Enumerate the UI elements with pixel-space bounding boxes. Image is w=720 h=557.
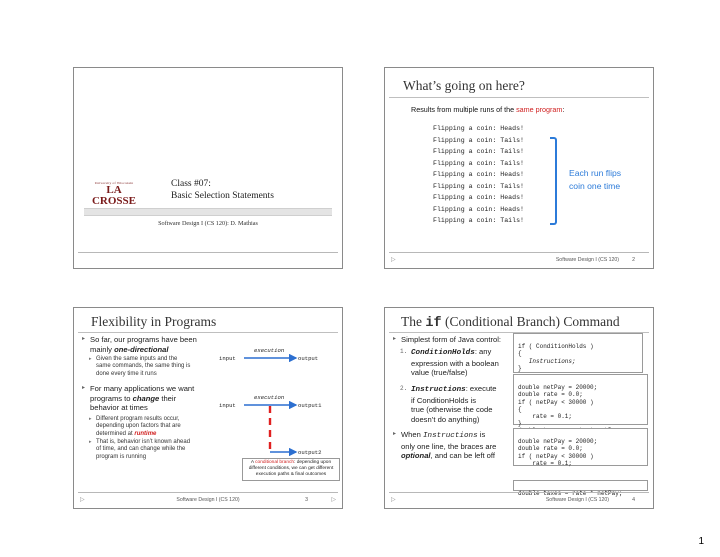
diag-exec-label-2: execution bbox=[254, 394, 285, 401]
if-example-code-final: double taxes = rate * netPay; bbox=[513, 480, 648, 491]
bullet-icon: ▸ bbox=[393, 431, 397, 437]
slide-1[interactable] bbox=[73, 67, 343, 269]
note-line-2: coin one time bbox=[569, 180, 621, 191]
item-condition-holds: 1. ConditionHolds: any expression with a boolean value (true/false) bbox=[400, 347, 499, 378]
bracket-icon bbox=[550, 137, 557, 225]
bullet-icon: ▸ bbox=[393, 336, 397, 342]
bullet-icon: ▸ bbox=[82, 385, 86, 391]
subbullet-icon: ▸ bbox=[89, 416, 92, 422]
run-output-line: Flipping a coin: Heads! bbox=[433, 125, 525, 132]
subbullet-icon: ▸ bbox=[89, 356, 92, 362]
intro-prefix: Results from multiple runs of the bbox=[411, 105, 517, 114]
slide-number: 4 bbox=[632, 497, 635, 503]
uwl-logo bbox=[88, 181, 140, 211]
if-example-code-braces: double netPay = 20000; double rate = 0.0; if ( netPay < 30000 ) { rate = 0.1; } bbox=[513, 374, 648, 425]
run-output-list bbox=[433, 123, 524, 227]
footer-right-arrow-icon: ▷ bbox=[331, 497, 336, 503]
page-number: 1 bbox=[698, 536, 704, 547]
diag-output1-label: output1 bbox=[298, 402, 322, 409]
logo-line-2: LA CROSSE bbox=[91, 184, 137, 207]
diag-input-label-2: input bbox=[219, 402, 236, 409]
footer-text: Software Design I (CS 120) bbox=[545, 497, 609, 503]
diag-output-label-1: output bbox=[298, 355, 319, 362]
run-output-line: Flipping a coin: Tails! bbox=[433, 182, 525, 190]
slide-number: 3 bbox=[305, 497, 308, 503]
title-rule bbox=[389, 97, 649, 98]
intro-text bbox=[411, 105, 564, 114]
bullet-change-behavior: ▸ For many applications we want programs to change their behavior at times bbox=[82, 384, 195, 413]
intro-highlight: same program bbox=[516, 105, 563, 114]
diag-input-label-1: input bbox=[219, 355, 236, 362]
diag-output2-label: output2 bbox=[298, 449, 322, 456]
run-output-line: Flipping a coin: Tails! bbox=[433, 217, 525, 225]
footer-left-arrow-icon: ▷ bbox=[80, 497, 85, 503]
note-line-1: Each run flips bbox=[569, 168, 622, 178]
bracket-note bbox=[569, 167, 621, 192]
subbullet-same-inputs: ▸ Given the same inputs and the same commands, the same thing is done every time it runs bbox=[89, 356, 191, 377]
intro-suffix: : bbox=[562, 105, 565, 114]
run-output-line: Flipping a coin: Heads! bbox=[433, 205, 525, 213]
item-instructions: 2. Instructions: execute if ConditionHolds is true (otherwise the code doesn’t do anything) bbox=[400, 384, 497, 424]
run-output-line: Flipping a coin: Heads! bbox=[433, 171, 525, 179]
slide-1-footer bbox=[74, 252, 342, 268]
if-example-code-no-braces: double netPay = 20000; double rate = 0.0; if ( netPay < 30000 ) rate = 0.1; bbox=[513, 428, 648, 466]
bullet-simplest-form: ▸ Simplest form of Java control: bbox=[393, 335, 502, 344]
title-divider bbox=[84, 208, 332, 216]
run-output-line: Flipping a coin: Tails! bbox=[433, 148, 525, 156]
slide-4[interactable] bbox=[384, 307, 654, 509]
slide-4-footer bbox=[385, 492, 653, 508]
if-syntax-code: if ( ConditionHolds ) { Instructions; } bbox=[513, 333, 643, 373]
footer-text: Software Design I (CS 120) bbox=[555, 257, 619, 263]
subbullet-icon: ▸ bbox=[89, 439, 92, 445]
logo-line-1: University of Wisconsin bbox=[94, 181, 134, 185]
course-subtitle: Software Design I (CS 120): D. Mathias bbox=[158, 220, 258, 227]
slide-title: What’s going on here? bbox=[403, 78, 525, 93]
slide-title: The if (Conditional Branch) Command bbox=[401, 314, 620, 331]
subbullet-runtime: ▸ Different program results occur, depending upon factors that are determined at runtime bbox=[89, 416, 181, 437]
slide-3[interactable] bbox=[73, 307, 343, 509]
run-output-line: Flipping a coin: Tails! bbox=[433, 159, 525, 167]
run-output-line: Flipping a coin: Heads! bbox=[433, 194, 525, 202]
slide-2[interactable] bbox=[384, 67, 654, 269]
footer-left-arrow-icon: ▷ bbox=[391, 497, 396, 503]
bullet-optional-braces: ▸ When Instructions is only one line, the braces are optional, and can be left off bbox=[393, 430, 497, 461]
class-title: Basic Selection Statements bbox=[171, 191, 274, 201]
footer-text: Software Design I (CS 120) bbox=[176, 497, 240, 503]
subbullet-unknown-ahead: ▸ That is, behavior isn’t known ahead of time, and can change while the program is running bbox=[89, 439, 191, 460]
slide-number: 2 bbox=[632, 257, 635, 263]
branch-caption: A conditional branch: depending upon different conditions, we can get different execution paths & final outcomes bbox=[242, 458, 340, 481]
class-number: Class #07: bbox=[171, 179, 211, 189]
bullet-icon: ▸ bbox=[82, 336, 86, 342]
execution-diagram bbox=[214, 346, 334, 476]
footer-left-arrow-icon: ▷ bbox=[391, 257, 396, 263]
bullet-one-directional: ▸ So far, our programs have been mainly one-directional bbox=[82, 335, 197, 354]
run-output-line: Flipping a coin: Tails! bbox=[433, 136, 525, 144]
diag-exec-label-1: execution bbox=[254, 347, 285, 354]
title-rule bbox=[78, 332, 338, 333]
slide-3-footer bbox=[74, 492, 342, 508]
slide-2-footer bbox=[385, 252, 653, 268]
slide-title: Flexibility in Programs bbox=[91, 314, 217, 329]
